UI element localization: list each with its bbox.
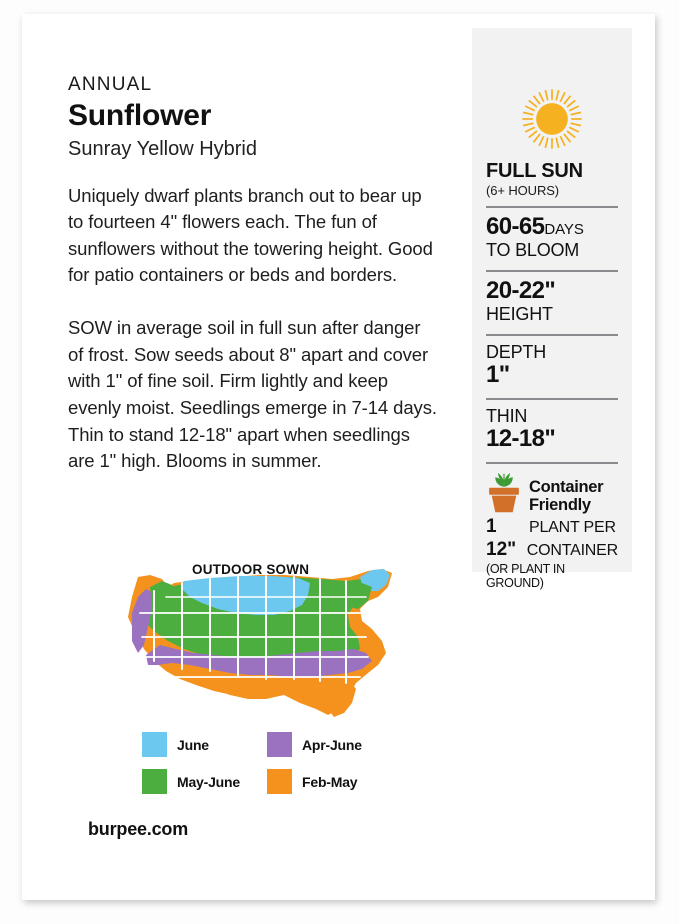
container-count-label: PLANT PER [529, 518, 616, 536]
spec-label: TO BLOOM [486, 239, 580, 260]
map-base-layer [128, 569, 392, 717]
spec-value: 12-18" [486, 425, 556, 453]
map-legend [142, 732, 402, 794]
legend-swatch-apr-june [267, 732, 292, 757]
outdoor-sown-map [110, 557, 410, 722]
container-title-line1: Container [529, 478, 604, 497]
sun-icon-wrap [484, 28, 620, 152]
legend-swatch-feb-may [267, 769, 292, 794]
divider [486, 462, 618, 464]
spec-value: 20-22" [486, 277, 556, 305]
legend-label: Feb-May [302, 773, 358, 790]
spec-value: 1" [486, 361, 510, 389]
spec-height [486, 278, 618, 326]
container-note: (OR PLANT IN GROUND) [486, 561, 565, 590]
sun-icon [519, 86, 585, 152]
legend-label: Apr-June [302, 736, 362, 753]
legend-swatch-june [142, 732, 167, 757]
divider [486, 270, 618, 272]
spec-depth [486, 342, 618, 390]
container-size-label: CONTAINER [526, 541, 618, 559]
plant-type-kicker: ANNUAL [68, 74, 153, 95]
spec-days-to-bloom [486, 214, 618, 262]
container-count: 1 [486, 515, 497, 537]
spec-unit: DAYS [544, 221, 584, 238]
spec-label: HEIGHT [486, 303, 553, 324]
spec-label: DEPTH [486, 342, 547, 363]
sowing-instructions-paragraph: SOW in average soil in full sun after danger of frost. Sow seeds about 8" apart and cover with 1" of fine soil. Firm lightly and keep evenly moist. Seedlings emerge in 7-14 days. Thin to stand 12-18" apart when seedlings are 1" high. Blooms in summer. [68, 317, 437, 472]
legend-label: May-June [177, 773, 240, 790]
page-title: Sunflower [68, 98, 212, 132]
divider [486, 206, 618, 208]
legend-item [142, 732, 267, 757]
spec-label: THIN [486, 406, 528, 427]
sun-hours-label: (6+ HOURS) [486, 183, 560, 198]
container-size-row [486, 539, 618, 561]
map-title: OUTDOOR SOWN [192, 562, 310, 577]
divider [486, 398, 618, 400]
legend-label: June [177, 736, 209, 753]
panel-inner [484, 160, 620, 590]
legend-swatch-may-june [142, 769, 167, 794]
seed-packet-card [22, 14, 655, 900]
container-plants-per [486, 516, 618, 538]
legend-item [267, 732, 392, 757]
container-title-line2: Friendly [529, 496, 591, 515]
potted-plant-icon [486, 472, 522, 514]
divider [486, 334, 618, 336]
container-size: 12" [486, 538, 517, 560]
legend-item [267, 769, 392, 794]
website-footer[interactable]: burpee.com [88, 819, 189, 839]
legend-item [142, 769, 267, 794]
full-sun-label: FULL SUN [486, 160, 583, 182]
growing-info-panel [472, 28, 632, 590]
container-friendly-header [486, 470, 618, 514]
variety-subtitle: Sunray Yellow Hybrid [68, 137, 257, 160]
description-paragraph: Uniquely dwarf plants branch out to bear up to fourteen 4" flowers each. The fun of sunflowers without the towering height. Good for patio containers or beds and borders. [68, 184, 433, 286]
us-zone-map-svg [110, 557, 410, 722]
spec-value: 60-65 [486, 213, 545, 240]
spec-thin [486, 406, 618, 454]
container-title-block [529, 470, 603, 514]
packet-left-column [68, 74, 438, 475]
